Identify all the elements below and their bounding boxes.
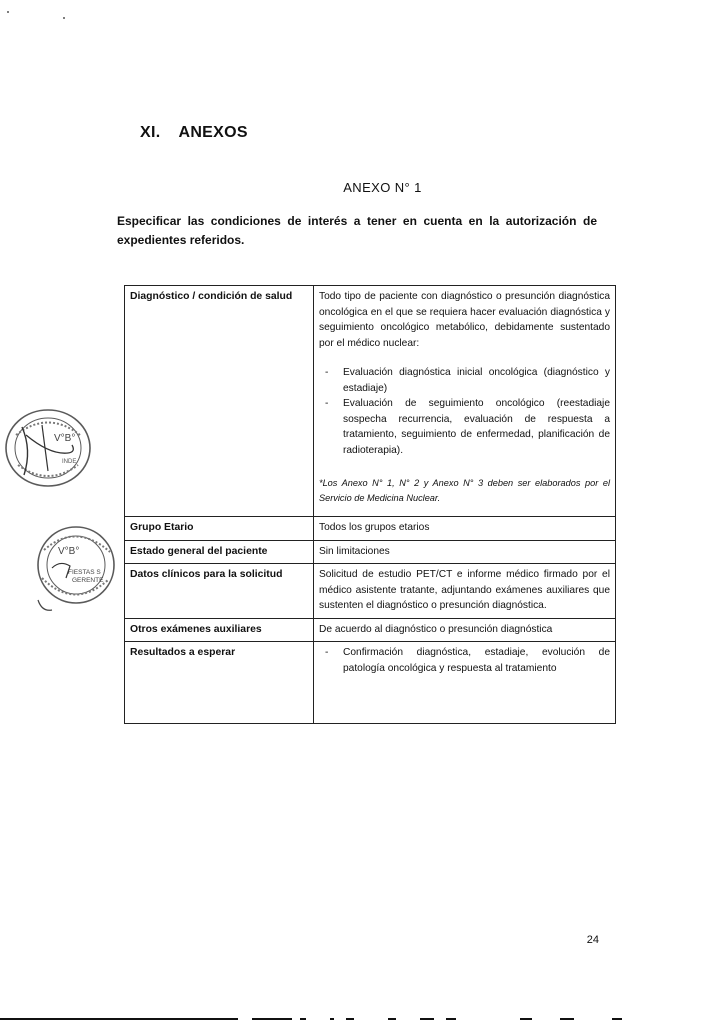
table-row <box>125 286 616 517</box>
list-item: - Evaluación de seguimiento oncológico (reestadiaje sospecha recurrencia, evaluación de respuesta a tratamiento, seguimiento de enfermedad, planificación de radioterapia). <box>319 396 610 458</box>
row-label: Resultados a esperar <box>125 642 314 724</box>
row-value: Todos los grupos etarios <box>314 517 616 541</box>
table-row <box>125 642 616 724</box>
row-label: Diagnóstico / condición de salud <box>125 286 314 517</box>
stamp-vb-text: V°B° <box>54 433 76 444</box>
bullet-list <box>319 365 610 458</box>
section-number: XI. <box>140 124 161 141</box>
annex-conditions-table <box>124 285 616 724</box>
scan-speck <box>7 11 9 13</box>
row-text: Todo tipo de paciente con diagnóstico o presunción diagnóstica oncológica en el que se requiera hacer evaluación diagnóstica y seguimiento oncológico metabólico, debidamente sustentado por el médico nuclear: <box>319 291 610 349</box>
bullet-list <box>319 645 610 676</box>
table-row <box>125 564 616 619</box>
footnote: *Los Anexo N° 1, N° 2 y Anexo N° 3 deben ser elaborados por el Servicio de Medicina Nuclear. <box>319 478 610 503</box>
row-label: Otros exámenes auxiliares <box>125 618 314 642</box>
svg-text:FIESTAS S: FIESTAS S <box>68 569 101 576</box>
list-item: - Confirmación diagnóstica, estadiaje, evolución de patología oncológica y respuesta al tratamiento <box>319 645 610 676</box>
section-heading <box>140 124 248 142</box>
svg-text:INDE: INDE <box>62 459 77 465</box>
table-row <box>125 540 616 564</box>
row-value <box>314 642 616 724</box>
annex-intro: Especificar las condiciones de interés a tener en cuenta en la autorización de expedientes referidos. <box>117 214 597 247</box>
approval-stamp-1 <box>2 405 94 491</box>
footer-scan-edge <box>0 1018 721 1021</box>
annex-title: ANEXO N° 1 <box>343 180 422 195</box>
list-item: - Evaluación diagnóstica inicial oncológica (diagnóstico y estadiaje) <box>319 365 610 396</box>
page-number: 24 <box>586 934 599 946</box>
svg-text:GERENTE: GERENTE <box>72 577 104 584</box>
section-title: ANEXOS <box>178 124 248 141</box>
row-value: De acuerdo al diagnóstico o presunción diagnóstica <box>314 618 616 642</box>
row-value: Sin limitaciones <box>314 540 616 564</box>
scan-speck <box>63 17 65 19</box>
row-label: Estado general del paciente <box>125 540 314 564</box>
row-value <box>314 286 616 517</box>
row-label: Datos clínicos para la solicitud <box>125 564 314 619</box>
row-value: Solicitud de estudio PET/CT e informe médico firmado por el médico asistente tratante, adjuntando exámenes auxiliares que sustenten el diagnóstico o presunción diagnóstica. <box>314 564 616 619</box>
table-row <box>125 618 616 642</box>
approval-stamp-2 <box>30 520 122 620</box>
row-label: Grupo Etario <box>125 517 314 541</box>
stamp-vb-text: V°B° <box>58 546 80 557</box>
table-row <box>125 517 616 541</box>
